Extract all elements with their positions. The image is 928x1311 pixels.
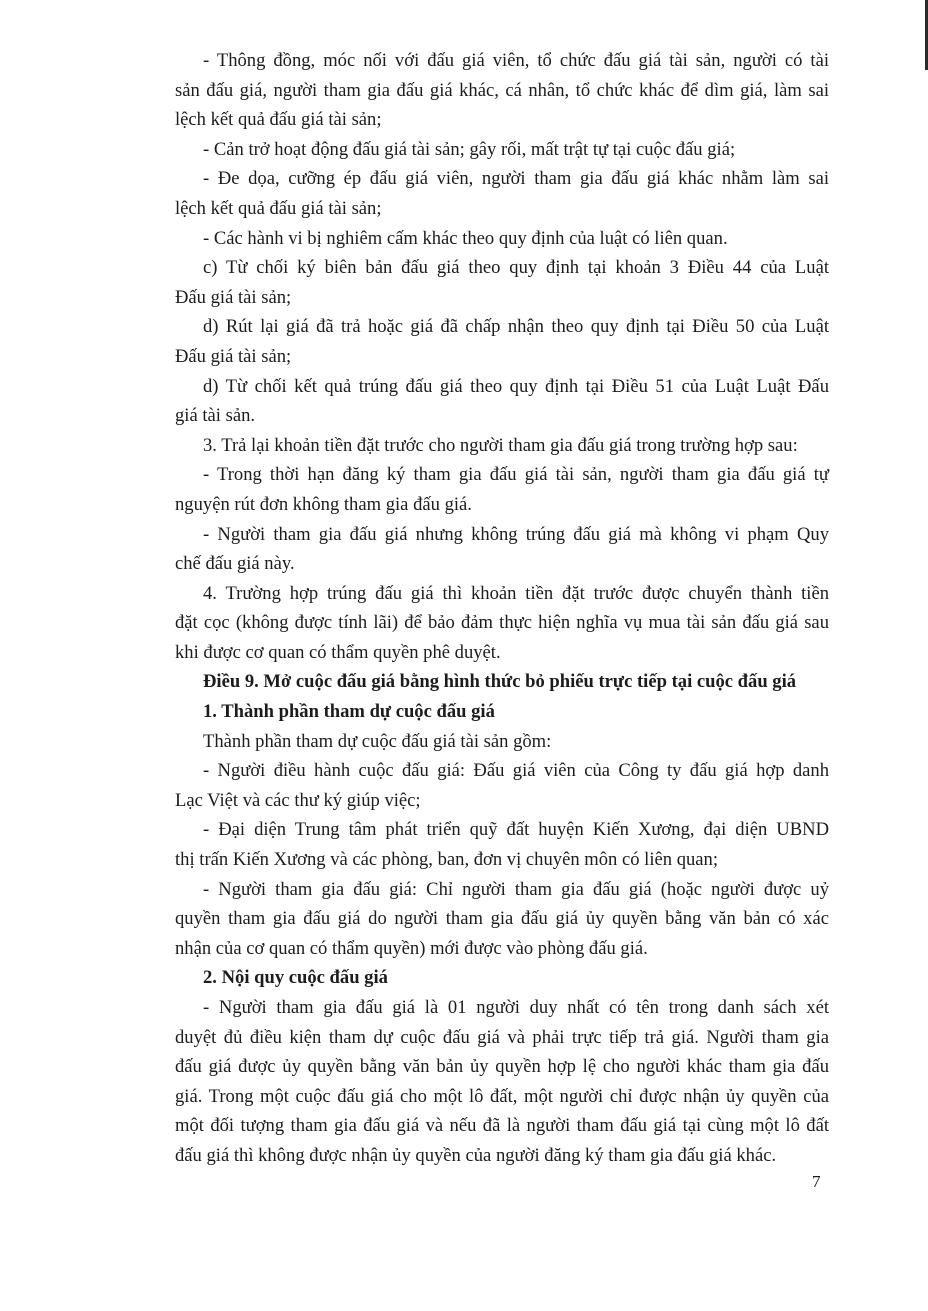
text-line: giá. Trong một cuộc đấu giá cho một lô đất, một người chỉ được nhận ủy quyền của [175,1085,829,1107]
text-line: - Cản trở hoạt động đấu giá tài sản; gây rối, mất trật tự tại cuộc đấu giá; [203,138,736,160]
text-line: - Người tham gia đấu giá: Chỉ người tham gia đấu giá (hoặc người được uỷ [203,878,829,900]
text-line: sản đấu giá, người tham gia đấu giá khác, cá nhân, tổ chức khác để dìm giá, làm sai [175,79,829,101]
text-line: lệch kết quả đấu giá tài sản; [175,109,382,131]
section-heading: 1. Thành phần tham dự cuộc đấu giá [203,701,495,723]
text-line: Thành phần tham dự cuộc đấu giá tài sản gồm: [203,730,552,752]
text-line: Đấu giá tài sản; [175,286,292,308]
text-line: khi được cơ quan có thẩm quyền phê duyệt. [175,641,501,663]
text-line: Đấu giá tài sản; [175,345,292,367]
text-line: 3. Trả lại khoản tiền đặt trước cho người tham gia đấu giá trong trường hợp sau: [203,434,798,456]
text-line: - Đe dọa, cưỡng ép đấu giá viên, người tham gia đấu giá khác nhằm làm sai [203,168,829,190]
text-line: đấu giá thì không được nhận ủy quyền của người đăng ký tham gia đấu giá khác. [175,1144,777,1166]
text-line: 4. Trường hợp trúng đấu giá thì khoản tiền đặt trước được chuyển thành tiền [203,582,829,604]
text-line: quyền tham gia đấu giá do người tham gia đấu giá ủy quyền bằng văn bản có xác [175,908,829,930]
text-line: giá tài sản. [175,405,256,427]
document-body [175,46,829,1171]
text-line: đặt cọc (không được tính lãi) để bảo đảm thực hiện nghĩa vụ mua tài sản đấu giá sau [175,612,829,634]
text-line: nguyện rút đơn không tham gia đấu giá. [175,493,472,515]
page-number: 7 [812,1172,821,1191]
text-line: d) Từ chối kết quả trúng đấu giá theo quy định tại Điều 51 của Luật Luật Đấu [203,375,829,397]
text-line: - Đại diện Trung tâm phát triển quỹ đất huyện Kiến Xương, đại diện UBND [203,819,829,841]
text-line: - Người điều hành cuộc đấu giá: Đấu giá viên của Công ty đấu giá hợp danh [203,760,829,782]
text-line: d) Rút lại giá đã trả hoặc giá đã chấp nhận theo quy định tại Điều 50 của Luật [203,316,829,338]
text-line: c) Từ chối ký biên bản đấu giá theo quy định tại khoản 3 Điều 44 của Luật [203,257,829,279]
text-line: - Người tham gia đấu giá nhưng không trúng đấu giá mà không vi phạm Quy [203,523,829,545]
text-line: - Thông đồng, móc nối với đấu giá viên, tổ chức đấu giá tài sản, người có tài [203,50,829,71]
text-line: duyệt đủ điều kiện tham dự cuộc đấu giá và phải trực tiếp trả giá. Người tham gia [175,1026,829,1048]
text-line: Lạc Việt và các thư ký giúp việc; [175,789,421,811]
text-line: - Người tham gia đấu giá là 01 người duy nhất có tên trong danh sách xét [203,997,829,1018]
text-line: lệch kết quả đấu giá tài sản; [175,197,382,219]
text-line: một đối tượng tham gia đấu giá và nếu đã là người tham đấu giá tại cùng một lô đất [175,1115,829,1137]
section-heading: 2. Nội quy cuộc đấu giá [203,967,388,989]
text-line: - Các hành vi bị nghiêm cấm khác theo quy định của luật có liên quan. [203,227,728,249]
text-line: đấu giá được ủy quyền bằng văn bản ủy quyền hợp lệ cho người khác tham gia đấu [175,1056,829,1078]
text-line: - Trong thời hạn đăng ký tham gia đấu giá tài sản, người tham gia đấu giá tự [203,464,829,486]
text-line: chế đấu giá này. [175,553,295,575]
text-line: thị trấn Kiến Xương và các phòng, ban, đơn vị chuyên môn có liên quan; [175,849,719,871]
section-heading: Điều 9. Mở cuộc đấu giá bằng hình thức bỏ phiếu trực tiếp tại cuộc đấu giá [203,671,797,693]
text-line: nhận của cơ quan có thẩm quyền) mới được vào phòng đấu giá. [175,937,648,959]
